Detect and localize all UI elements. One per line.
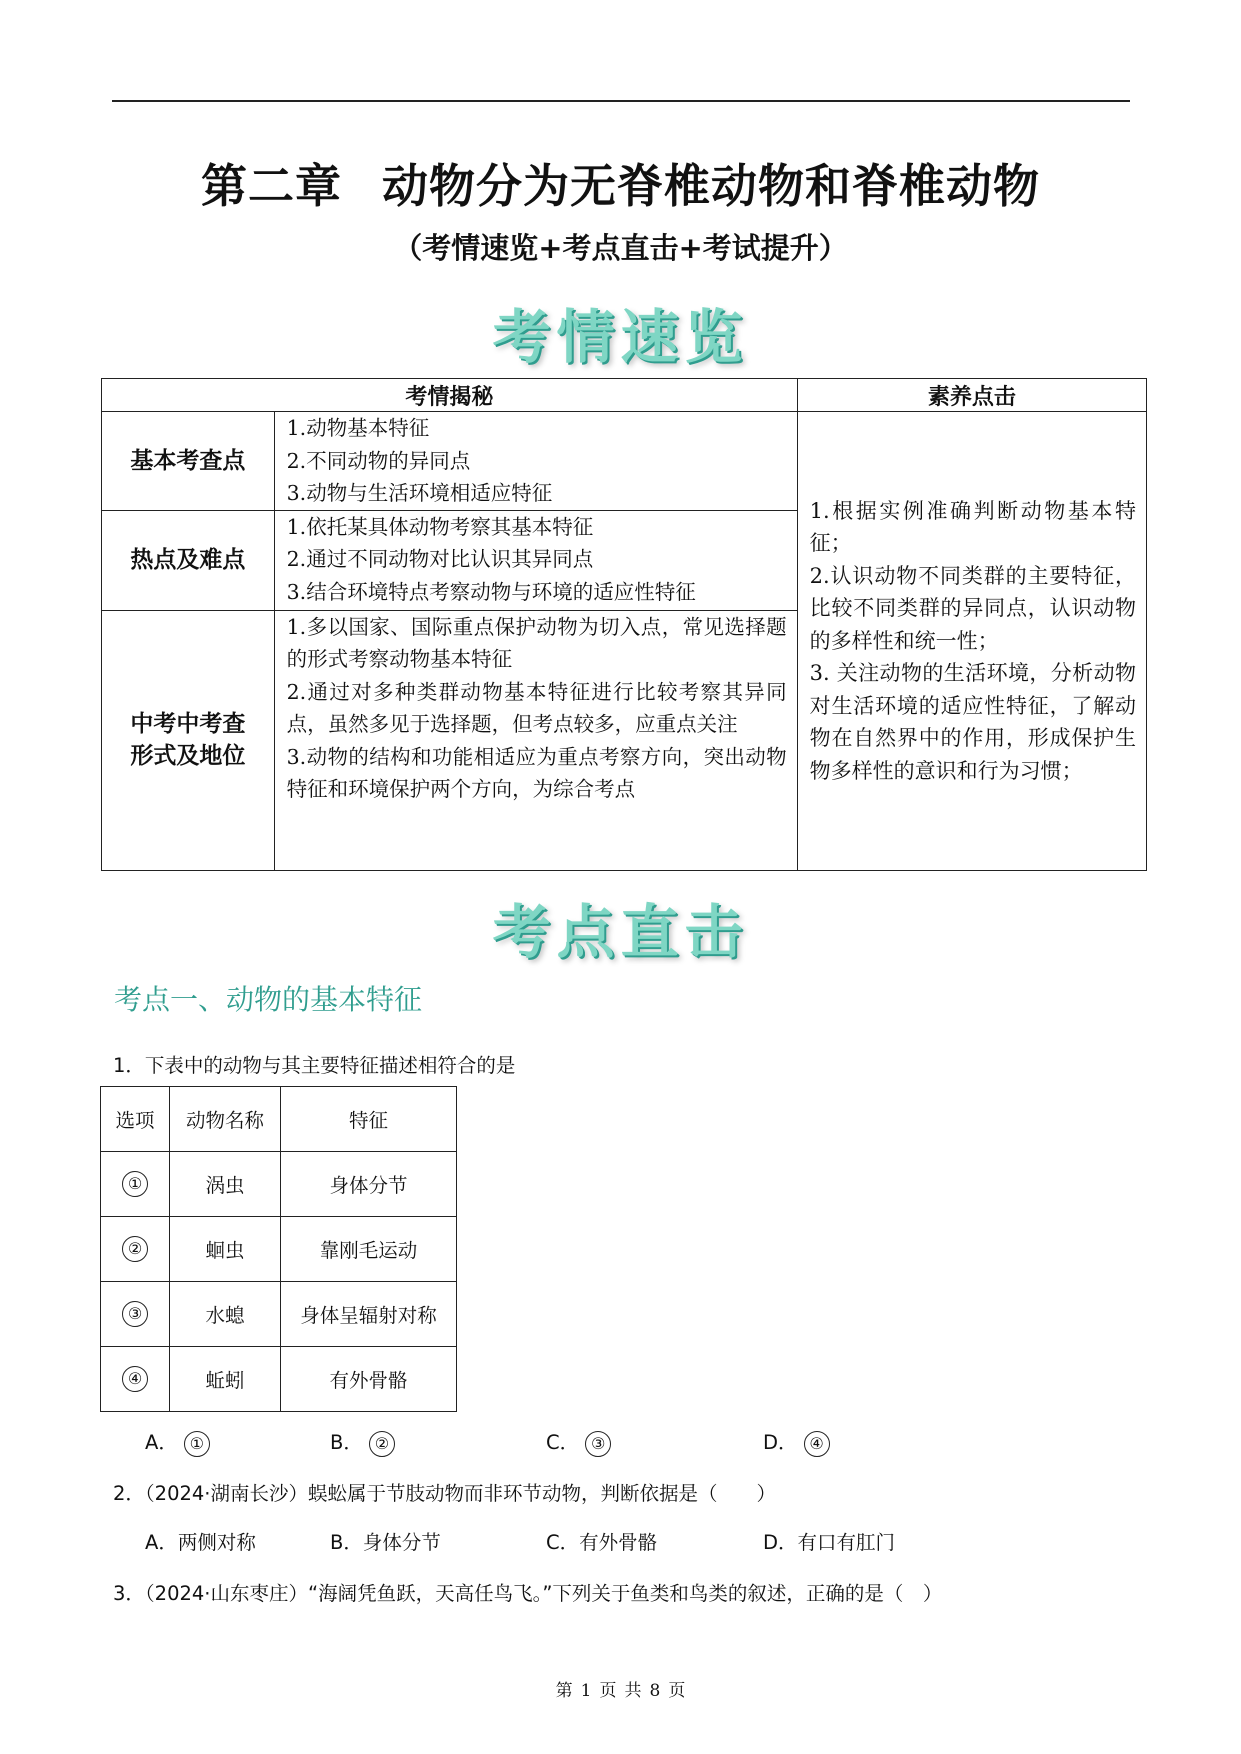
row-label-hotspots: 热点及难点	[102, 510, 275, 610]
row-content-hotspots	[274, 510, 797, 610]
choice-letter: D．	[763, 1431, 798, 1454]
table-row	[101, 1217, 457, 1282]
page-number: 1	[580, 1681, 592, 1701]
footer-text: 第	[555, 1681, 573, 1701]
question-1-table	[100, 1086, 457, 1412]
option-marker: ④	[122, 1366, 148, 1392]
animal-name: 蛔虫	[170, 1217, 281, 1282]
chapter-title: 动物分为无脊椎动物和脊椎动物	[382, 159, 1040, 213]
footer-text: 页	[668, 1681, 686, 1701]
choice-b[interactable]: B．身体分节	[330, 1531, 441, 1554]
animal-feature: 靠刚毛运动	[281, 1217, 457, 1282]
question-1-stem: 1．下表中的动物与其主要特征描述相符合的是	[113, 1054, 516, 1077]
choice-letter: C．	[546, 1431, 580, 1454]
question-3-stem: 3．（2024·山东枣庄）“海阔凭鱼跃，天高任鸟飞。”下列关于鱼类和鸟类的叙述，正确的是（ ）	[113, 1582, 943, 1605]
option-marker: ③	[122, 1301, 148, 1327]
content-line: 1.多以国家、国际重点保护动物为切入点，常见选择题的形式考察动物基本特征	[286, 614, 787, 671]
animal-name: 涡虫	[170, 1152, 281, 1217]
literacy-line: 3. 关注动物的生活环境，分析动物对生活环境的适应性特征，了解动物在自然界中的作用，形成保护生物多样性的意识和行为习惯；	[809, 661, 1136, 783]
choice-marker: ②	[369, 1431, 395, 1457]
choice-a[interactable]: A．两侧对称	[145, 1531, 256, 1554]
row-label-line: 形式及地位	[130, 743, 246, 769]
table-row	[101, 1152, 457, 1217]
animal-name: 蚯蚓	[170, 1347, 281, 1412]
overview-table	[101, 378, 1147, 871]
content-line: 1.动物基本特征	[286, 416, 430, 440]
literacy-line: 2.认识动物不同类群的主要特征，比较不同类群的异同点，认识动物的多样性和统一性；	[809, 563, 1136, 653]
choice-c[interactable]	[546, 1427, 611, 1457]
content-line: 3.动物与生活环境相适应特征	[286, 481, 553, 505]
choice-c[interactable]: C．有外骨骼	[546, 1531, 658, 1554]
section-heading: 考点一、动物的基本特征	[114, 983, 423, 1016]
option-marker: ①	[122, 1171, 148, 1197]
animal-feature: 有外骨骼	[281, 1347, 457, 1412]
banner-overview: 考情速览	[492, 303, 749, 371]
table-row	[101, 1347, 457, 1412]
choice-letter: A．	[145, 1431, 178, 1454]
question-2-choices	[0, 1527, 1241, 1557]
footer-text: 共	[624, 1681, 642, 1701]
choice-letter: B．	[330, 1431, 363, 1454]
content-line: 3.结合环境特点考察动物与环境的适应性特征	[286, 579, 696, 604]
overview-header-secrets: 考情揭秘	[102, 379, 798, 412]
header-rule	[112, 100, 1130, 102]
choice-marker: ④	[804, 1431, 830, 1457]
content-line: 2.通过不同动物对比认识其异同点	[286, 547, 594, 571]
choice-marker: ③	[585, 1431, 611, 1457]
table-row	[101, 1282, 457, 1347]
animal-feature: 身体分节	[281, 1152, 457, 1217]
footer-text: 页	[599, 1681, 617, 1701]
row-label-line: 中考中考查	[130, 711, 246, 737]
option-marker: ②	[122, 1236, 148, 1262]
choice-d[interactable]	[763, 1427, 830, 1457]
animal-name: 水螅	[170, 1282, 281, 1347]
choice-a[interactable]	[145, 1427, 210, 1457]
table-header: 特征	[281, 1087, 457, 1152]
table-header: 动物名称	[170, 1087, 281, 1152]
literacy-line: 1.根据实例准确判断动物基本特征；	[809, 498, 1136, 555]
choice-b[interactable]	[330, 1427, 395, 1457]
page-total: 8	[649, 1681, 661, 1701]
row-content-exam-form	[274, 610, 797, 870]
row-label-basic: 基本考查点	[102, 412, 275, 511]
literacy-cell	[797, 412, 1146, 871]
animal-feature: 身体呈辐射对称	[281, 1282, 457, 1347]
content-line: 3.动物的结构和功能相适应为重点考察方向，突出动物特征和环境保护两个方向，为综合考点	[286, 744, 787, 801]
banner-points: 考点直击	[492, 898, 749, 966]
overview-header-literacy: 素养点击	[797, 379, 1146, 412]
page-footer	[0, 1676, 1241, 1701]
chapter-number: 第二章	[201, 159, 342, 213]
question-2-stem: 2．（2024·湖南长沙）蜈蚣属于节肢动物而非环节动物，判断依据是（ ）	[113, 1482, 776, 1505]
row-label-exam-form	[102, 610, 275, 870]
content-line: 2.不同动物的异同点	[286, 448, 471, 473]
content-line: 2.通过对多种类群动物基本特征进行比较考察其异同点，虽然多见于选择题，但考点较多，应重点关注	[286, 679, 787, 736]
row-content-basic	[274, 412, 797, 511]
page-subtitle: （考情速览+考点直击+考试提升）	[393, 231, 848, 265]
table-header: 选项	[101, 1087, 170, 1152]
choice-marker: ①	[184, 1431, 210, 1457]
choice-d[interactable]: D．有口有肛门	[763, 1531, 896, 1554]
content-line: 1.依托某具体动物考察其基本特征	[286, 514, 594, 539]
page-title	[0, 150, 1241, 216]
question-1-choices	[0, 1427, 1241, 1457]
